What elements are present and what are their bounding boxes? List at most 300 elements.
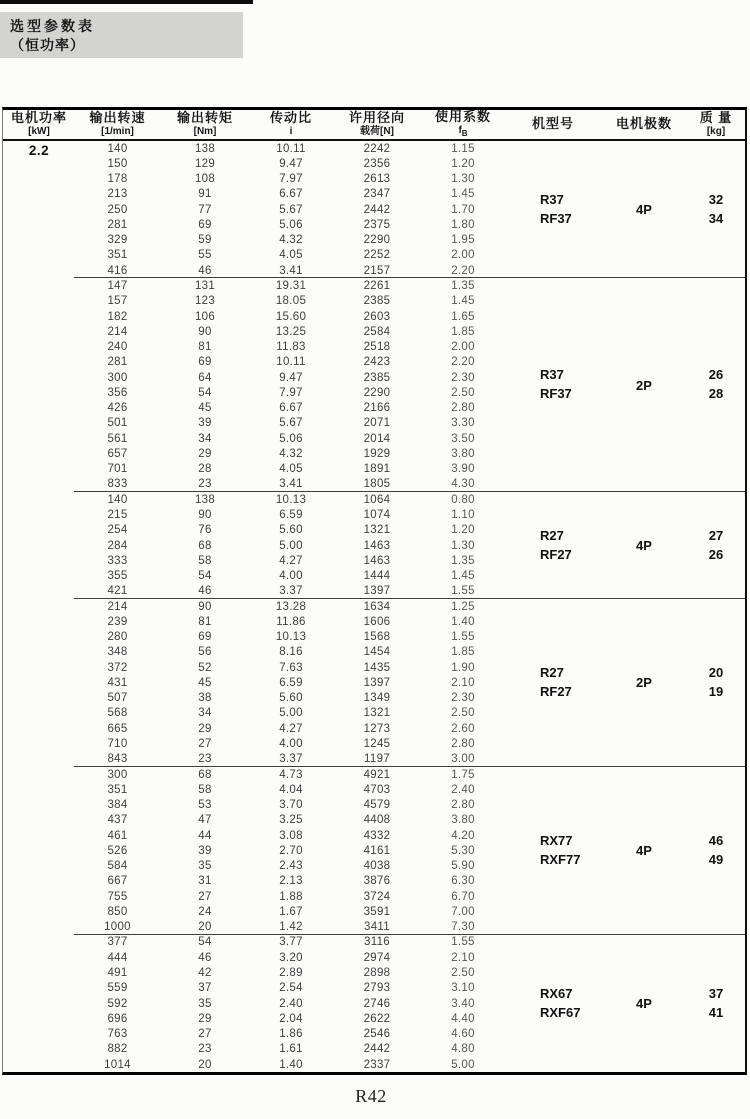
cell-service-factor: 4.20 (451, 829, 475, 842)
cell-output-torque: 20 (198, 921, 212, 934)
cell-ratio: 4.04 (279, 783, 303, 796)
motor-poles: 2P (636, 675, 652, 691)
model-code-line: R27 (540, 665, 564, 681)
cell-output-torque: 58 (198, 783, 212, 796)
cell-radial-load: 2166 (363, 402, 391, 415)
cell-output-speed: 843 (107, 753, 128, 766)
cell-radial-load: 2375 (363, 218, 391, 231)
cell-output-speed: 329 (107, 234, 128, 247)
cell-ratio: 2.70 (279, 844, 303, 857)
model-group (3, 141, 745, 278)
cell-ratio: 1.86 (279, 1028, 303, 1041)
cell-ratio: 1.61 (279, 1043, 303, 1056)
page-title-line2: （恒功率） (10, 36, 85, 53)
table-row (3, 630, 745, 645)
cell-ratio: 2.54 (279, 982, 303, 995)
table-row (3, 614, 745, 629)
page-number: R42 (355, 1086, 387, 1106)
cell-ratio: 4.32 (279, 447, 303, 460)
model-group (3, 767, 745, 935)
cell-ratio: 5.06 (279, 218, 303, 231)
col-header-motor-poles: 电机极数 (615, 116, 672, 132)
cell-radial-load: 2746 (363, 997, 391, 1010)
mass-kg-line: 26 (708, 546, 724, 562)
cell-radial-load: 1074 (363, 509, 391, 521)
cell-output-speed: 281 (107, 218, 128, 231)
cell-ratio: 3.08 (279, 829, 303, 842)
table-row (3, 507, 745, 522)
cell-output-torque: 54 (198, 570, 212, 583)
cell-radial-load: 1634 (363, 600, 391, 613)
cell-output-torque: 27 (198, 1028, 212, 1041)
cell-radial-load: 1463 (363, 554, 391, 567)
cell-ratio: 7.97 (279, 173, 303, 186)
table-row (3, 248, 745, 263)
cell-service-factor: 1.55 (451, 631, 475, 644)
model-group (3, 492, 745, 599)
cell-output-torque: 45 (198, 676, 212, 689)
cell-output-speed: 1000 (104, 921, 131, 934)
cell-output-speed: 157 (107, 295, 128, 308)
table-row (3, 813, 745, 828)
cell-output-speed: 416 (107, 264, 128, 277)
table-row (3, 904, 745, 919)
cell-output-torque: 52 (198, 661, 212, 674)
cell-output-torque: 34 (198, 432, 212, 445)
cell-output-speed: 882 (107, 1043, 128, 1056)
cell-ratio: 2.40 (279, 997, 303, 1010)
cell-radial-load: 1805 (363, 478, 391, 491)
cell-output-speed: 281 (107, 356, 128, 369)
col-header-output-speed: 输出转速 [1/min] (89, 109, 146, 138)
cell-ratio: 5.00 (279, 707, 303, 720)
cell-service-factor: 1.65 (451, 310, 475, 323)
cell-output-torque: 68 (198, 768, 212, 781)
table-row (3, 523, 745, 538)
cell-service-factor: 2.20 (451, 356, 475, 369)
table-row (3, 294, 745, 309)
cell-output-speed: 140 (107, 493, 128, 506)
cell-output-speed: 665 (107, 722, 128, 735)
cell-radial-load: 1197 (364, 753, 390, 766)
cell-service-factor: 3.90 (451, 463, 475, 476)
cell-output-torque: 58 (198, 554, 212, 567)
cell-ratio: 11.83 (276, 341, 306, 354)
cell-ratio: 7.97 (279, 386, 303, 399)
cell-output-speed: 284 (107, 539, 128, 552)
cell-output-torque: 20 (198, 1058, 212, 1071)
table-row (3, 1011, 745, 1026)
cell-ratio: 4.00 (279, 570, 303, 583)
cell-radial-load: 3411 (364, 921, 390, 934)
cell-service-factor: 3.80 (451, 447, 475, 460)
col-header-service-factor: 使用系数 $f_B$ (434, 109, 491, 139)
cell-output-torque: 46 (198, 951, 212, 964)
cell-output-torque: 68 (198, 539, 212, 552)
cell-output-torque: 45 (198, 402, 212, 415)
mass-kg-line: 49 (708, 851, 724, 867)
cell-ratio: 1.40 (279, 1058, 303, 1071)
cell-radial-load: 4921 (363, 768, 391, 781)
cell-service-factor: 0.80 (451, 493, 475, 506)
table-row (3, 492, 745, 507)
service-factor-symbol: f (458, 125, 462, 137)
cell-ratio: 4.05 (279, 249, 303, 262)
cell-output-speed: 559 (107, 982, 128, 995)
cell-output-torque: 38 (198, 692, 212, 705)
cell-ratio: 10.11 (276, 142, 306, 155)
col-header-ratio: 传动比 i (269, 109, 312, 138)
table-row (3, 187, 745, 202)
cell-radial-load: 1397 (363, 676, 391, 689)
table-row (3, 355, 745, 370)
model-code-line: RXF67 (540, 1004, 581, 1020)
cell-radial-load: 2014 (363, 432, 391, 445)
cell-output-torque: 59 (198, 234, 212, 247)
cell-output-speed: 592 (107, 997, 128, 1010)
cell-output-torque: 69 (198, 218, 212, 231)
table-row (3, 1057, 745, 1072)
cell-output-torque: 27 (198, 737, 212, 750)
table-row (3, 858, 745, 873)
cell-output-torque: 81 (198, 341, 212, 354)
col-header-radial-load: 许用径向 载荷[N] (348, 109, 405, 138)
cell-service-factor: 3.80 (451, 814, 475, 827)
cell-service-factor: 3.10 (451, 982, 475, 995)
cell-ratio: 3.37 (279, 585, 303, 598)
cell-output-speed: 351 (107, 783, 128, 796)
cell-output-speed: 833 (107, 478, 128, 491)
table-row (3, 797, 745, 812)
table-row (3, 416, 745, 431)
col-header-model: 机型号 (531, 116, 574, 132)
cell-service-factor: 2.60 (451, 722, 475, 735)
cell-output-speed: 280 (107, 631, 128, 644)
cell-output-speed: 182 (107, 310, 128, 323)
cell-ratio: 3.25 (279, 814, 303, 827)
cell-ratio: 3.70 (279, 799, 303, 812)
motor-power-value: 2.2 (28, 143, 50, 158)
cell-output-speed: 437 (107, 814, 128, 827)
cell-output-torque: 35 (198, 860, 212, 873)
table-row (3, 477, 745, 492)
group-separator-line (74, 598, 745, 599)
cell-output-torque: 106 (194, 310, 216, 323)
cell-ratio: 5.00 (279, 539, 303, 552)
cell-output-torque: 90 (198, 509, 212, 521)
mass-kg-line: 20 (708, 665, 724, 681)
motor-poles: 4P (636, 202, 652, 218)
table-row (3, 370, 745, 385)
model-code-line: RF37 (540, 386, 572, 402)
table-row (3, 920, 745, 935)
cell-service-factor: 1.35 (451, 280, 475, 293)
cell-service-factor: 1.70 (451, 203, 475, 216)
model-code-line: RX67 (540, 985, 573, 1001)
table-row (3, 736, 745, 751)
cell-output-speed: 461 (107, 829, 128, 842)
cell-output-speed: 355 (107, 570, 128, 583)
model-group (3, 278, 745, 492)
model-code-line: RF37 (540, 210, 572, 226)
mass-kg-line: 26 (708, 367, 724, 383)
cell-output-speed: 300 (107, 768, 128, 781)
cell-service-factor: 2.20 (451, 264, 475, 277)
cell-ratio: 5.60 (279, 524, 303, 537)
model-code-line: R27 (540, 527, 564, 543)
cell-service-factor: 1.20 (451, 157, 475, 170)
table-row (3, 217, 745, 232)
col-header-motor-power: 电机功率 [kW] (10, 109, 67, 138)
cell-ratio: 15.60 (275, 310, 307, 323)
table-row (3, 584, 745, 599)
mass-kg-line: 19 (708, 683, 724, 699)
cell-output-torque: 37 (198, 982, 212, 995)
cell-output-speed: 696 (107, 1012, 128, 1025)
cell-ratio: 5.60 (279, 692, 303, 705)
cell-ratio: 5.67 (279, 417, 303, 430)
motor-poles: 2P (636, 377, 652, 393)
cell-ratio: 11.86 (276, 615, 306, 628)
page-title-box (0, 12, 243, 58)
cell-radial-load: 1606 (363, 615, 391, 628)
cell-service-factor: 1.20 (451, 524, 475, 537)
cell-radial-load: 2242 (363, 142, 391, 155)
cell-service-factor: 2.80 (451, 799, 475, 812)
cell-radial-load: 3876 (363, 875, 391, 888)
cell-output-speed: 254 (107, 524, 128, 537)
cell-service-factor: 1.85 (451, 646, 475, 659)
cell-ratio: 4.00 (279, 737, 303, 750)
cell-service-factor: 4.80 (451, 1043, 475, 1056)
mass-kg-line: 41 (708, 1004, 724, 1020)
cell-service-factor: 2.30 (451, 692, 475, 705)
cell-ratio: 19.31 (275, 280, 307, 293)
cell-ratio: 2.04 (279, 1012, 303, 1025)
motor-poles: 4P (636, 996, 652, 1011)
cell-radial-load: 2442 (363, 203, 391, 216)
cell-ratio: 6.67 (279, 402, 303, 415)
cell-output-speed: 213 (107, 188, 128, 201)
table-row (3, 446, 745, 461)
cell-radial-load: 2546 (363, 1028, 391, 1041)
cell-service-factor: 1.45 (451, 570, 475, 583)
cell-service-factor: 3.50 (451, 432, 475, 445)
group-separator-line (74, 277, 745, 278)
model-code-line: RF27 (540, 683, 572, 699)
table-row (3, 263, 745, 278)
cell-service-factor: 7.00 (451, 905, 475, 918)
cell-service-factor: 2.50 (451, 386, 475, 399)
cell-output-speed: 421 (107, 585, 128, 598)
model-code-line: RXF77 (540, 851, 581, 867)
table-row (3, 721, 745, 736)
cell-service-factor: 1.85 (451, 325, 475, 338)
cell-ratio: 9.47 (279, 157, 303, 170)
cell-ratio: 6.67 (279, 188, 303, 201)
cell-ratio: 18.05 (275, 295, 307, 308)
table-row (3, 172, 745, 187)
cell-output-speed: 239 (107, 615, 128, 628)
table-row (3, 141, 745, 156)
cell-radial-load: 1929 (363, 447, 391, 460)
cell-output-speed: 526 (107, 844, 128, 857)
cell-ratio: 3.41 (279, 264, 303, 277)
cell-output-torque: 46 (198, 585, 212, 598)
cell-radial-load: 1435 (363, 661, 391, 674)
cell-output-speed: 444 (107, 951, 128, 964)
cell-service-factor: 1.45 (451, 188, 475, 201)
cell-radial-load: 1245 (363, 737, 391, 750)
cell-output-speed: 507 (107, 692, 128, 705)
cell-output-torque: 27 (198, 890, 212, 903)
table-row (3, 828, 745, 843)
cell-radial-load: 2385 (363, 371, 391, 384)
table-row (3, 660, 745, 675)
cell-service-factor: 2.80 (451, 737, 475, 750)
cell-output-torque: 108 (194, 173, 216, 186)
cell-service-factor: 1.30 (451, 539, 475, 552)
cell-radial-load: 1397 (363, 585, 391, 598)
cell-service-factor: 1.55 (451, 936, 475, 949)
cell-service-factor: 1.45 (451, 295, 475, 308)
cell-ratio: 1.42 (279, 921, 303, 934)
cell-output-torque: 77 (198, 203, 212, 216)
group-separator-line (74, 766, 745, 767)
cell-output-torque: 39 (198, 417, 212, 430)
cell-service-factor: 2.80 (451, 402, 475, 415)
cell-radial-load: 2613 (363, 173, 391, 186)
cell-output-speed: 351 (107, 249, 128, 262)
table-row (3, 401, 745, 416)
cell-radial-load: 2071 (363, 417, 391, 430)
table-row (3, 233, 745, 248)
cell-service-factor: 4.30 (451, 478, 475, 491)
cell-service-factor: 4.40 (451, 1012, 475, 1025)
cell-output-speed: 215 (107, 509, 128, 521)
table-row (3, 278, 745, 293)
cell-output-speed: 763 (107, 1028, 128, 1041)
table-row (3, 889, 745, 904)
cell-output-torque: 29 (198, 722, 212, 735)
cell-radial-load: 1321 (363, 524, 391, 537)
cell-radial-load: 1463 (363, 539, 391, 552)
table-row (3, 431, 745, 446)
cell-ratio: 1.88 (279, 890, 303, 903)
cell-ratio: 10.11 (276, 356, 306, 369)
cell-output-torque: 138 (194, 142, 216, 155)
cell-radial-load: 2252 (363, 249, 391, 262)
cell-radial-load: 1454 (363, 646, 391, 659)
model-group (3, 935, 745, 1072)
col-header-output-torque: 输出转矩 [Nm] (176, 109, 233, 138)
motor-poles: 4P (636, 843, 652, 859)
cell-output-torque: 29 (198, 447, 212, 460)
motor-poles: 4P (636, 538, 652, 554)
top-rule (0, 0, 253, 4)
cell-ratio: 4.32 (279, 234, 303, 247)
cell-output-torque: 138 (194, 493, 216, 506)
cell-output-torque: 23 (198, 1043, 212, 1056)
cell-output-speed: 710 (107, 737, 128, 750)
cell-ratio: 3.41 (279, 478, 303, 491)
table-row (3, 462, 745, 477)
cell-output-torque: 54 (198, 386, 212, 399)
cell-service-factor: 1.40 (451, 615, 475, 628)
cell-radial-load: 1444 (363, 570, 391, 583)
cell-service-factor: 5.90 (451, 860, 475, 873)
cell-output-speed: 214 (107, 600, 128, 613)
cell-service-factor: 1.30 (451, 173, 475, 186)
table-row (3, 156, 745, 171)
cell-output-torque: 31 (198, 875, 212, 888)
table-row (3, 691, 745, 706)
table-header-row (3, 110, 745, 141)
cell-output-speed: 377 (107, 936, 128, 949)
table-row (3, 935, 745, 950)
table-row (3, 645, 745, 660)
cell-output-speed: 657 (107, 447, 128, 460)
cell-output-torque: 35 (198, 997, 212, 1010)
cell-radial-load: 2290 (363, 234, 391, 247)
table-row (3, 538, 745, 553)
cell-output-speed: 491 (107, 966, 128, 979)
cell-output-torque: 76 (198, 524, 212, 537)
cell-service-factor: 1.90 (451, 661, 475, 674)
table-row (3, 599, 745, 614)
cell-service-factor: 1.95 (451, 234, 475, 247)
cell-output-speed: 348 (107, 646, 128, 659)
mass-kg-line: 37 (708, 985, 724, 1001)
cell-radial-load: 1064 (363, 493, 391, 506)
cell-output-torque: 90 (198, 600, 212, 613)
model-code-line: R37 (540, 191, 564, 207)
cell-output-speed: 755 (107, 890, 128, 903)
cell-radial-load: 1568 (363, 631, 391, 644)
cell-output-torque: 23 (198, 478, 212, 491)
group-separator-line (74, 934, 745, 935)
cell-ratio: 2.89 (279, 966, 303, 979)
cell-radial-load: 2793 (363, 982, 391, 995)
cell-radial-load: 2157 (363, 264, 391, 277)
cell-radial-load: 2290 (363, 386, 391, 399)
cell-radial-load: 1321 (363, 707, 391, 720)
cell-output-speed: 372 (107, 661, 128, 674)
table-row (3, 553, 745, 568)
cell-output-speed: 850 (107, 905, 128, 918)
cell-service-factor: 2.50 (451, 707, 475, 720)
mass-kg-line: 32 (708, 191, 724, 207)
cell-output-torque: 129 (194, 157, 216, 170)
cell-radial-load: 2385 (363, 295, 391, 308)
cell-service-factor: 3.40 (451, 997, 475, 1010)
cell-ratio: 2.13 (279, 875, 303, 888)
cell-ratio: 6.59 (279, 509, 303, 521)
page-title-line1: 选型参数表 (10, 18, 95, 34)
cell-radial-load: 1273 (363, 722, 391, 735)
cell-radial-load: 4332 (363, 829, 391, 842)
cell-output-torque: 123 (194, 295, 216, 308)
table-row (3, 950, 745, 965)
cell-output-torque: 42 (198, 966, 212, 979)
cell-radial-load: 2347 (363, 188, 391, 201)
table-row (3, 385, 745, 400)
cell-ratio: 5.67 (279, 203, 303, 216)
cell-service-factor: 1.25 (451, 600, 475, 613)
cell-output-speed: 214 (107, 325, 128, 338)
cell-output-torque: 69 (198, 631, 212, 644)
cell-output-speed: 584 (107, 860, 128, 873)
